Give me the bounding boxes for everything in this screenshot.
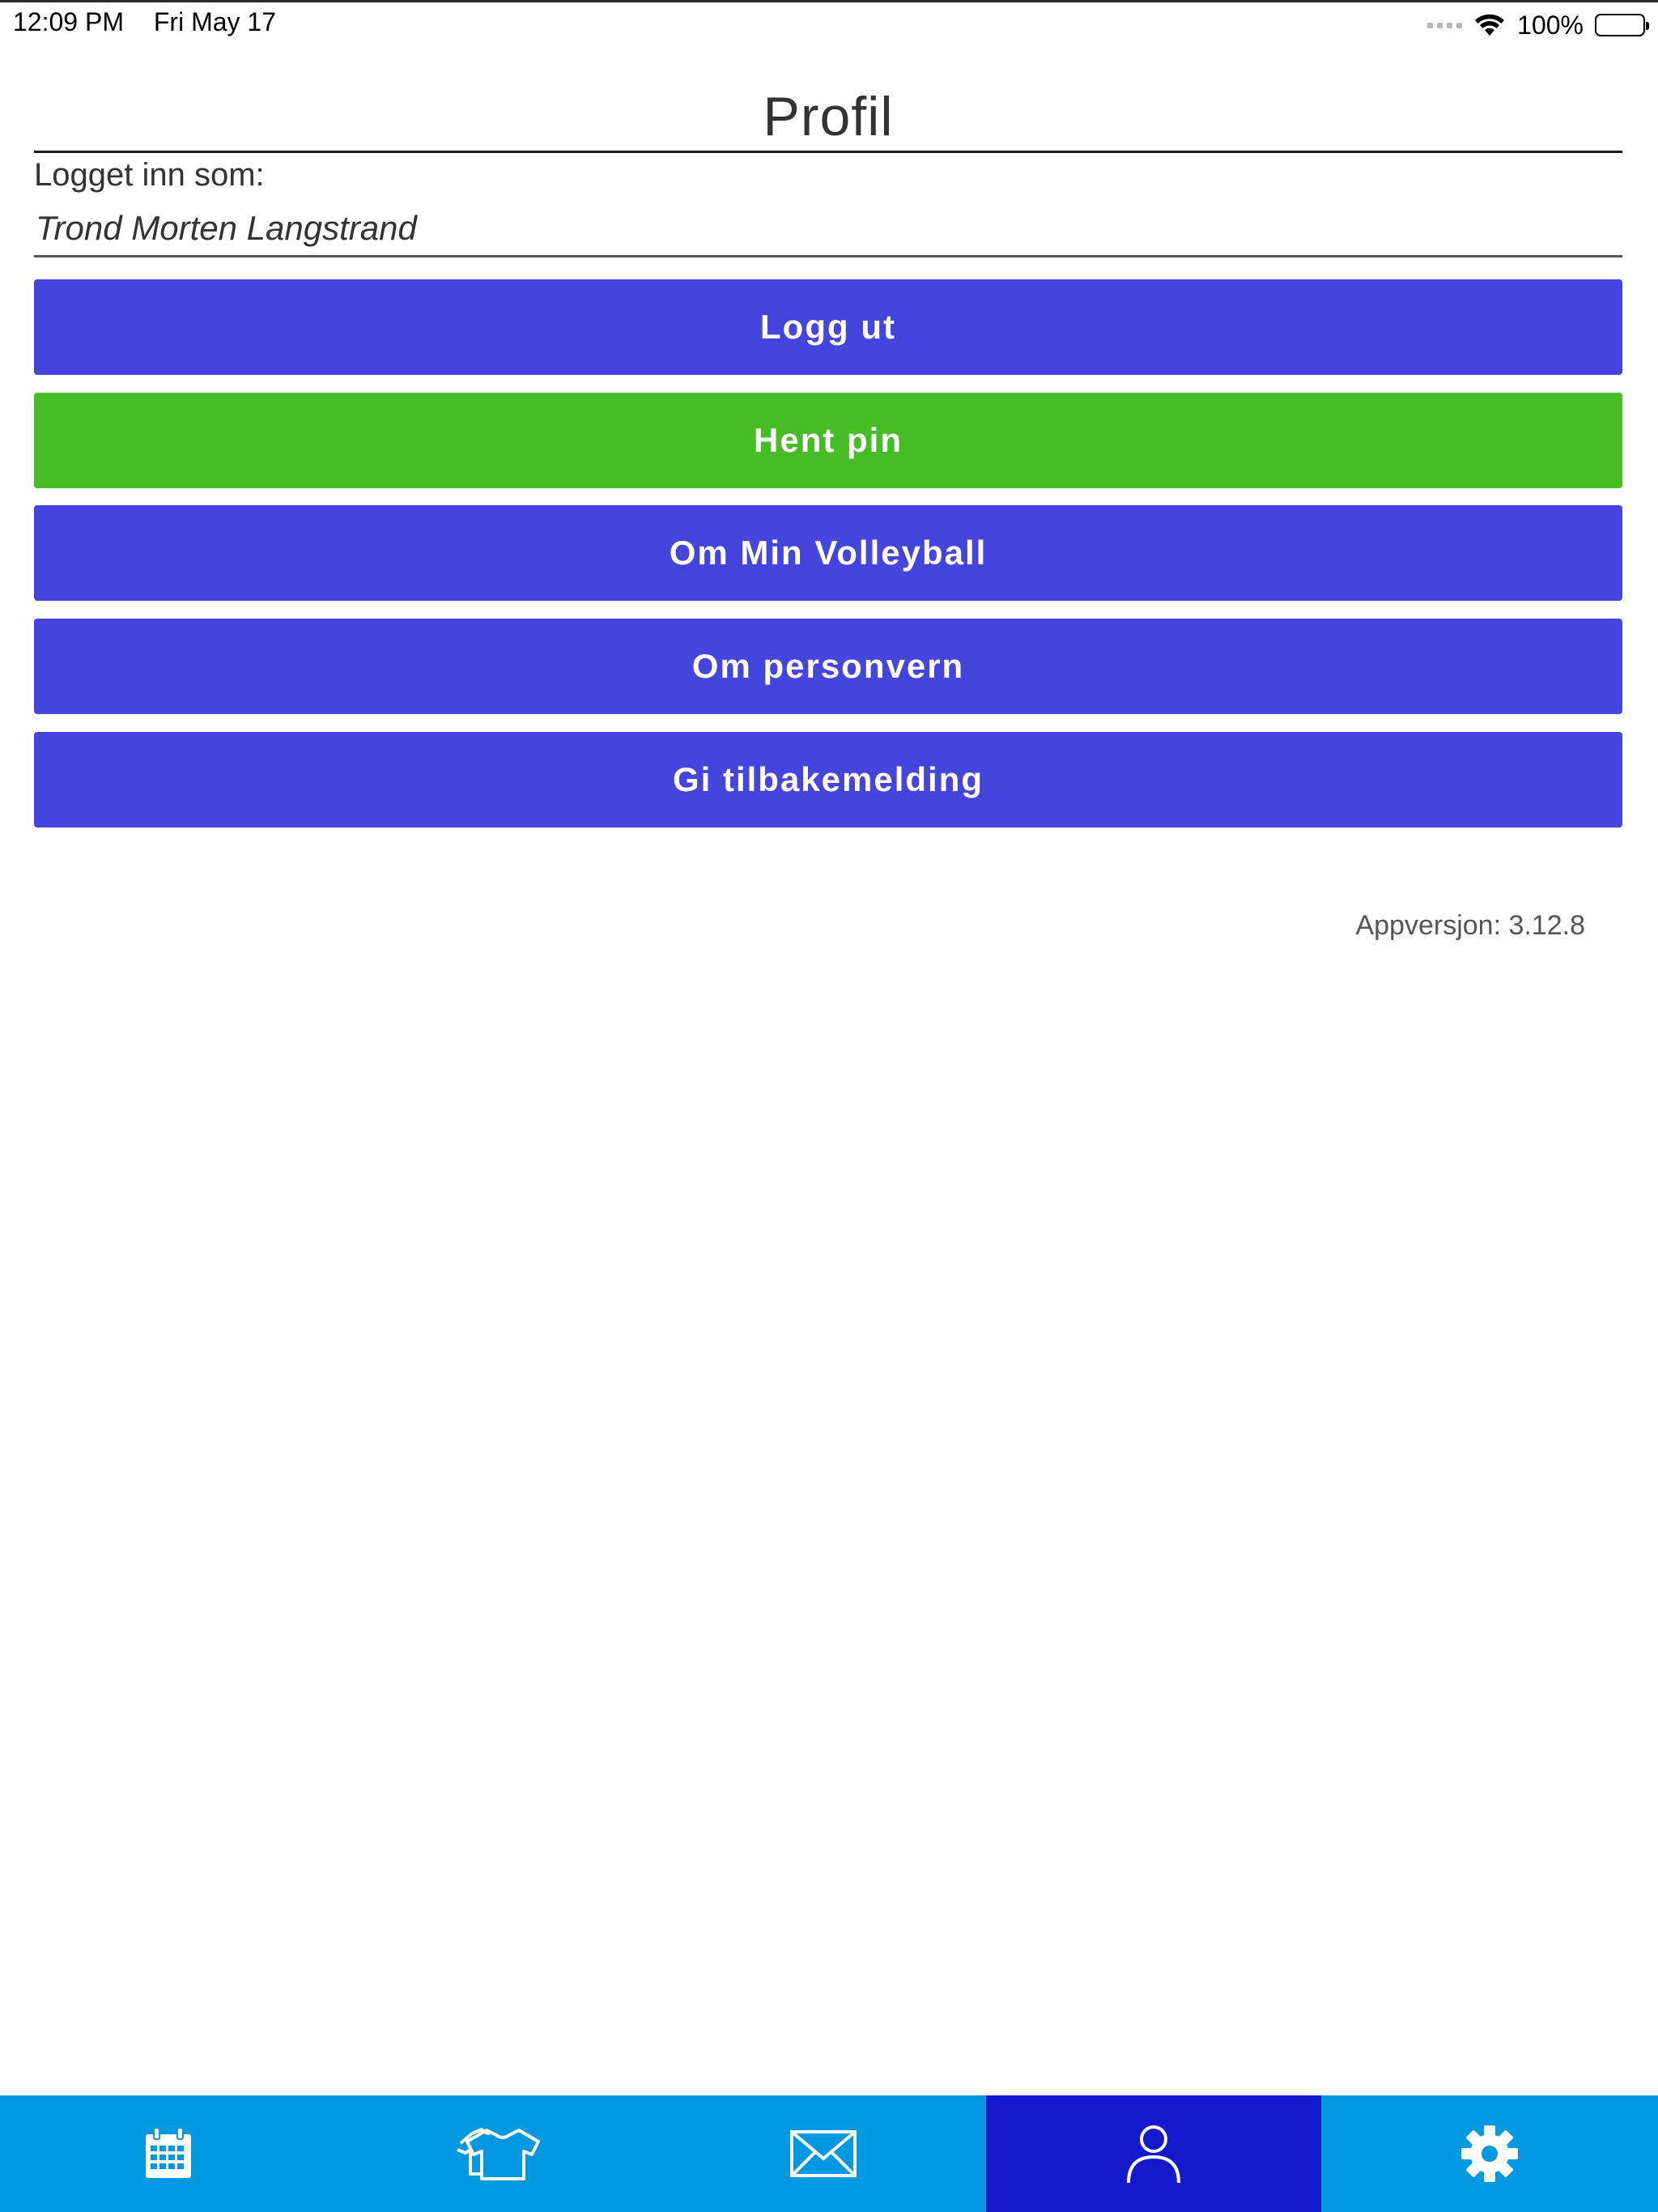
- cellular-signal-icon: [1427, 23, 1462, 28]
- app-version-label: Appversjon: 3.12.8: [1355, 910, 1585, 941]
- title-divider: [34, 151, 1622, 153]
- jersey-icon: [454, 2125, 543, 2182]
- tab-settings[interactable]: [1321, 2095, 1658, 2212]
- about-app-button[interactable]: Om Min Volleyball: [34, 505, 1622, 601]
- wifi-icon: [1473, 13, 1506, 37]
- logged-in-label: Logget inn som:: [34, 157, 265, 193]
- mail-icon: [789, 2129, 857, 2178]
- privacy-button[interactable]: Om personvern: [34, 619, 1622, 714]
- user-name-field: Trond Morten Langstrand: [34, 209, 1622, 257]
- person-icon: [1125, 2123, 1182, 2184]
- status-time: 12:09 PM: [13, 7, 124, 36]
- status-indicators: [1427, 7, 1645, 43]
- battery-percentage: 100%: [1517, 10, 1584, 40]
- page-title: Profil: [763, 86, 894, 147]
- tab-messages[interactable]: [661, 2095, 986, 2212]
- battery-icon: [1595, 14, 1645, 36]
- tab-calendar[interactable]: [0, 2095, 337, 2212]
- feedback-button[interactable]: Gi tilbakemelding: [34, 732, 1622, 827]
- calendar-icon: [142, 2126, 194, 2181]
- bottom-tab-bar: [0, 2095, 1658, 2212]
- get-pin-button[interactable]: Hent pin: [34, 393, 1622, 488]
- logout-button[interactable]: Logg ut: [34, 279, 1622, 375]
- status-bar: [0, 0, 1658, 45]
- status-date: Fri May 17: [153, 7, 276, 36]
- gear-icon: [1460, 2125, 1519, 2183]
- status-time-date: [13, 7, 276, 37]
- tab-teams[interactable]: [337, 2095, 661, 2212]
- tab-profile[interactable]: [986, 2095, 1321, 2212]
